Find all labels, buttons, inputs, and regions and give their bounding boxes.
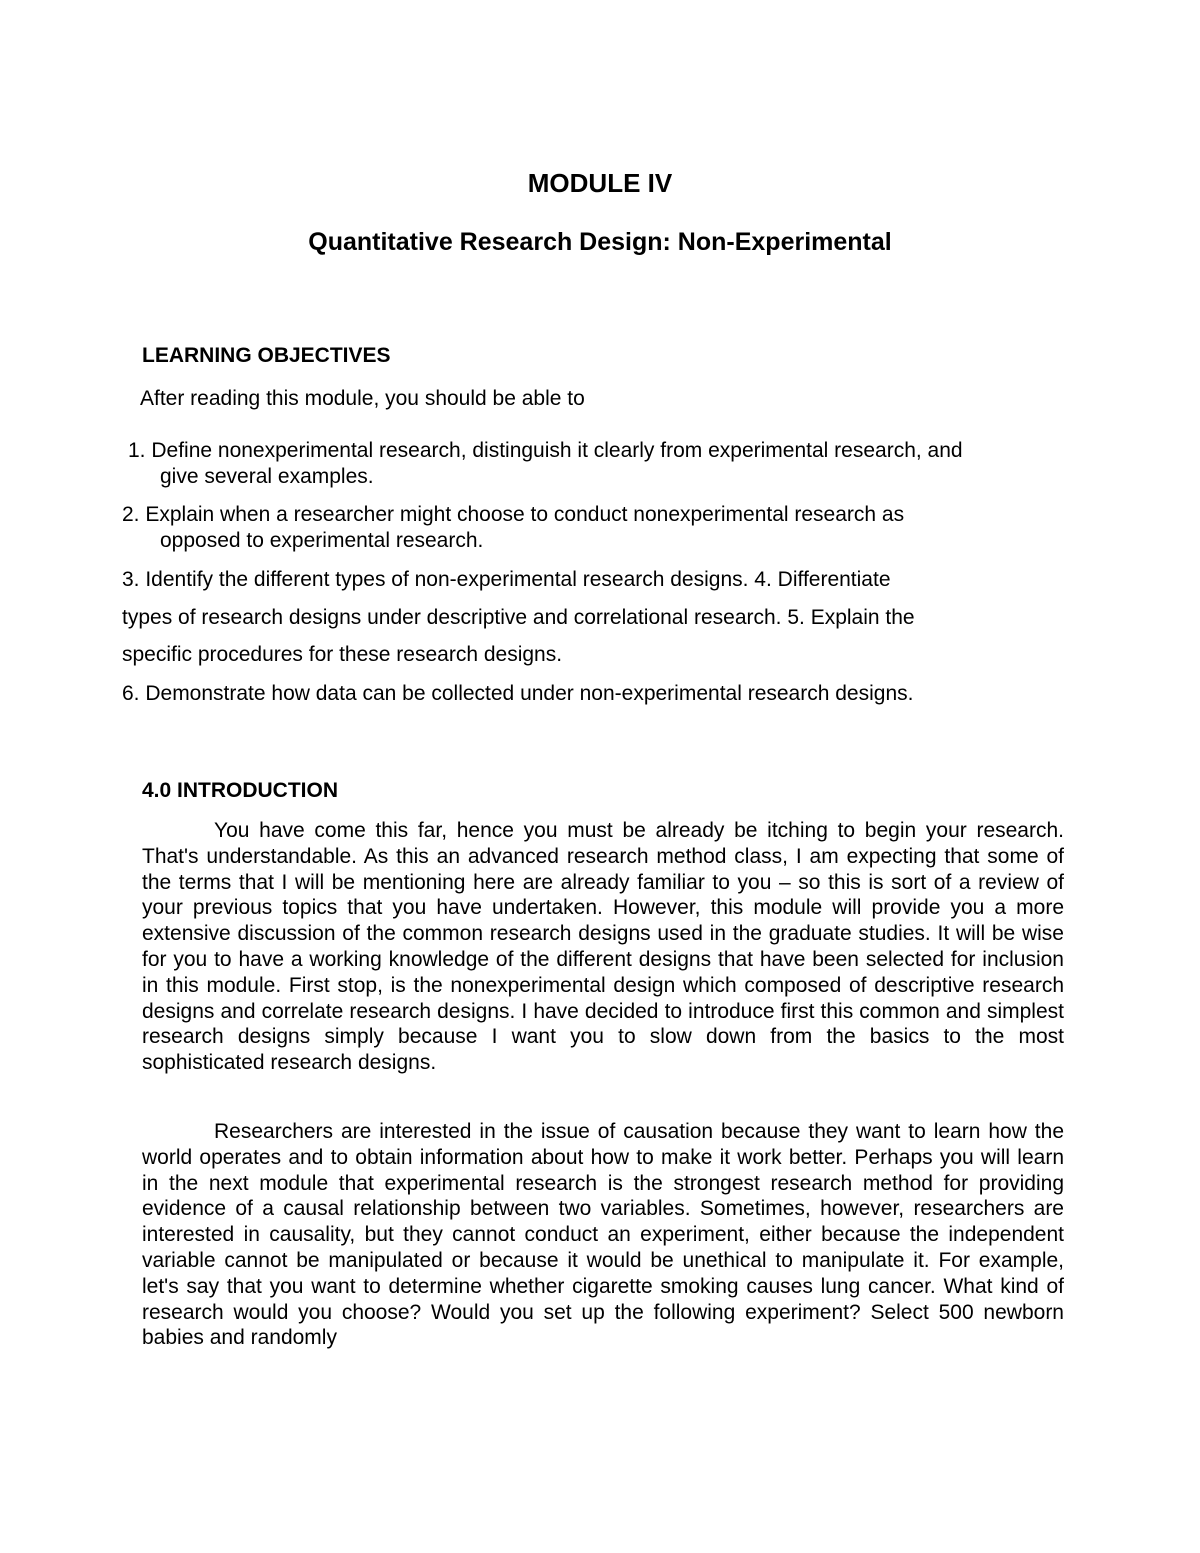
introduction-paragraph-2 [142,1119,1064,1351]
objective-3-4-line: 3. Identify the different types of non-experimental research designs. 4. Differentiate [122,568,891,591]
module-subtitle: Quantitative Research Design: Non-Experimental [308,228,892,256]
objective-1-line-2: give several examples. [160,465,374,488]
objectives-heading: LEARNING OBJECTIVES [142,344,391,367]
introduction-heading: 4.0 INTRODUCTION [142,779,339,802]
introduction-paragraph-2-text: Researchers are interested in the issue of causation because they want to learn how the world operates and to obtain information about how to make it work better. Perhaps you will learn in the next module that experimental research is the strongest research method for providing evidence of a causal relationship between two variables. Sometimes, however, researchers are interested in causality, but they cannot conduct an experiment, either because the independent variable cannot be manipulated or because it would be unethical to manipulate it. For example, let's say that you want to determine whether cigarette smoking causes lung cancer. What kind of research would you choose? Would you set up the following experiment? Select 500 newborn babies and randomly [142,1120,1064,1350]
module-title: MODULE IV [527,168,673,198]
objective-4-5-line: types of research designs under descriptive and correlational research. 5. Explain the [122,606,915,629]
objective-6-line: 6. Demonstrate how data can be collected under non-experimental research designs. [122,682,914,705]
objective-2-line-2: opposed to experimental research. [160,529,484,552]
objective-1-line-1: 1. Define nonexperimental research, distinguish it clearly from experimental research, and [128,439,963,462]
introduction-paragraph-1 [142,818,1064,1076]
objective-5-line: specific procedures for these research designs. [122,643,563,666]
objective-2-line-1: 2. Explain when a researcher might choose to conduct nonexperimental research as [122,503,905,526]
introduction-paragraph-1-text: You have come this far, hence you must be already be itching to begin your research. That's understandable. As this an advanced research method class, I am expecting that some of the terms that I will be mentioning here are already familiar to you – so this is sort of a review of your previous topics that you have undertaken. However, this module will provide you a more extensive discussion of the common research designs used in the graduate studies. It will be wise for you to have a working knowledge of the different designs that have been selected for inclusion in this module. First stop, is the nonexperimental design which composed of descriptive research designs and correlate research designs. I have decided to introduce first this common and simplest research designs simply because I want you to slow down from the basics to the most sophisticated research designs. [142,819,1064,1075]
objectives-intro: After reading this module, you should be able to [140,387,585,410]
